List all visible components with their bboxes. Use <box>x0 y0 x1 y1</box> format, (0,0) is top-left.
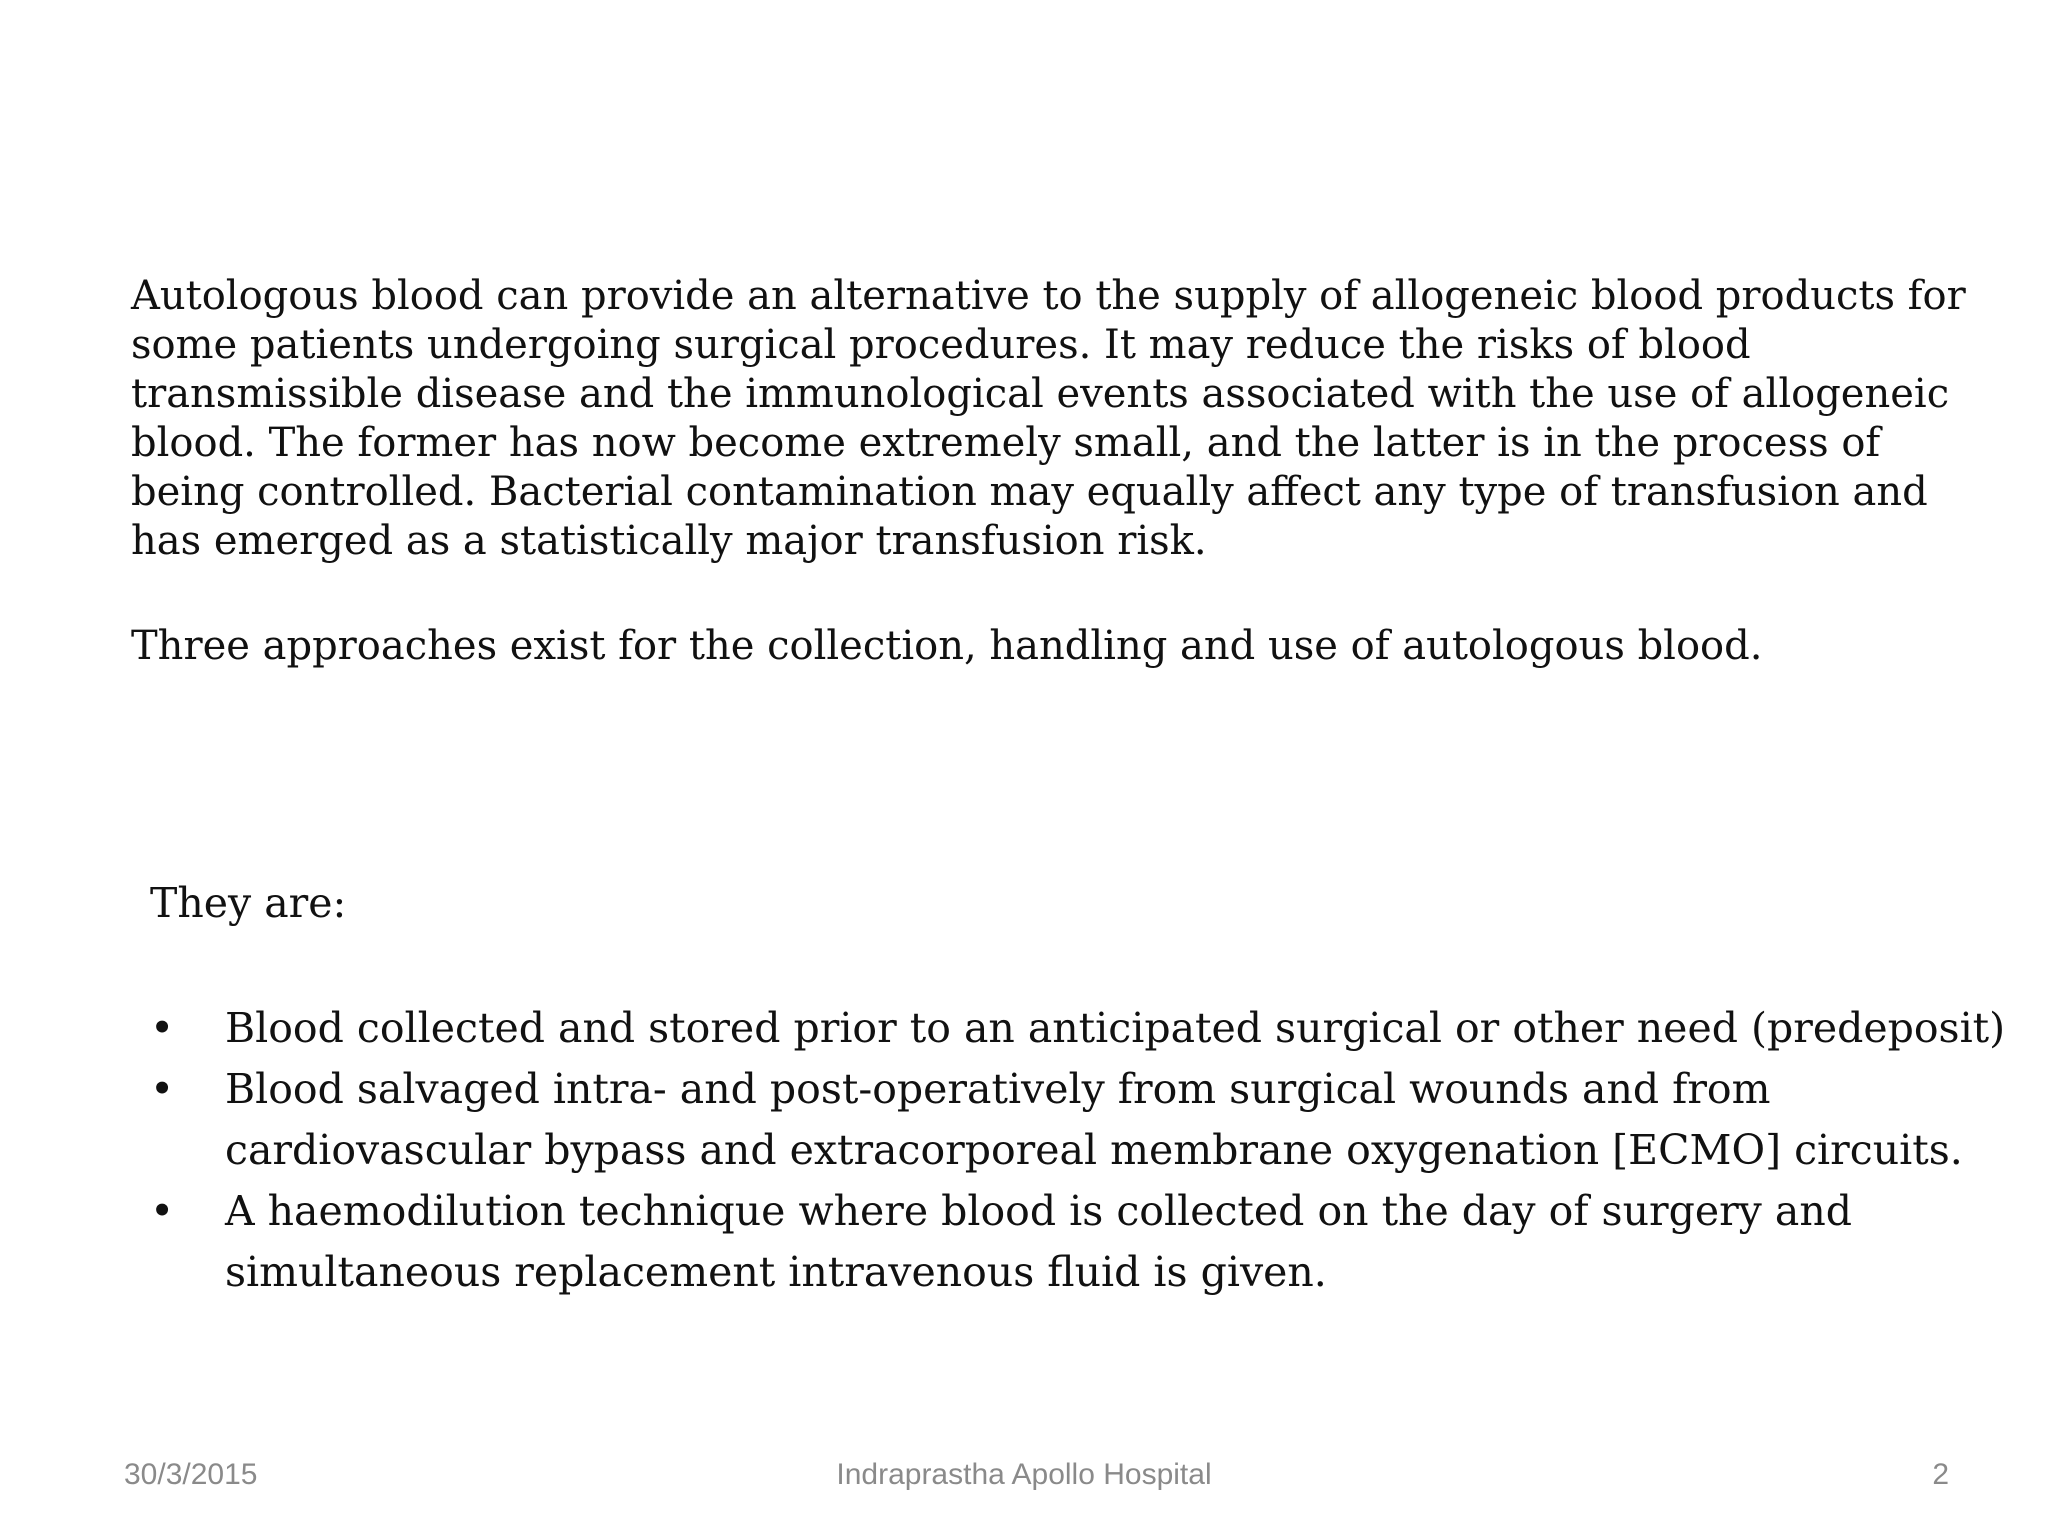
approaches-text: Three approaches exist for the collection, handling and use of autologous blood. <box>131 623 1763 669</box>
intro-line: some patients undergoing surgical procedures. It may reduce the risks of blood <box>131 322 1751 368</box>
footer-date: 30/3/2015 <box>124 1458 258 1491</box>
list-item <box>150 1059 2010 1181</box>
intro-paragraph <box>131 272 2001 566</box>
list-item-line: cardiovascular bypass and extracorporeal membrane oxygenation [ECMO] circuits. <box>225 1126 1963 1174</box>
list-item-line: A haemodilution technique where blood is collected on the day of surgery and <box>225 1187 1852 1235</box>
intro-line: has emerged as a statistically major transfusion risk. <box>131 518 1207 564</box>
list-item <box>150 998 2010 1059</box>
list-item-line: Blood salvaged intra- and post-operatively from surgical wounds and from <box>225 1065 1771 1113</box>
list-item-line: Blood collected and stored prior to an anticipated surgical or other need (predeposit) <box>225 1004 2006 1052</box>
approaches-list <box>150 998 2010 1303</box>
approaches-sentence <box>131 622 2001 671</box>
intro-line: Autologous blood can provide an alternative to the supply of allogeneic blood products for <box>131 273 1966 319</box>
bullet-icon: • <box>150 1004 175 1052</box>
list-item <box>150 1181 2010 1303</box>
footer-organization: Indraprastha Apollo Hospital <box>836 1458 1212 1491</box>
intro-line: being controlled. Bacterial contamination may equally affect any type of transfusion and <box>131 469 1928 515</box>
list-item-line: simultaneous replacement intravenous fluid is given. <box>225 1248 1327 1296</box>
intro-line: blood. The former has now become extremely small, and the latter is in the process of <box>131 420 1881 466</box>
bullet-icon: • <box>150 1187 175 1235</box>
list-lead: They are: <box>150 879 347 927</box>
footer-page-number: 2 <box>1932 1458 1949 1491</box>
intro-line: transmissible disease and the immunological events associated with the use of allogeneic <box>131 371 1950 417</box>
bullet-icon: • <box>150 1065 175 1113</box>
